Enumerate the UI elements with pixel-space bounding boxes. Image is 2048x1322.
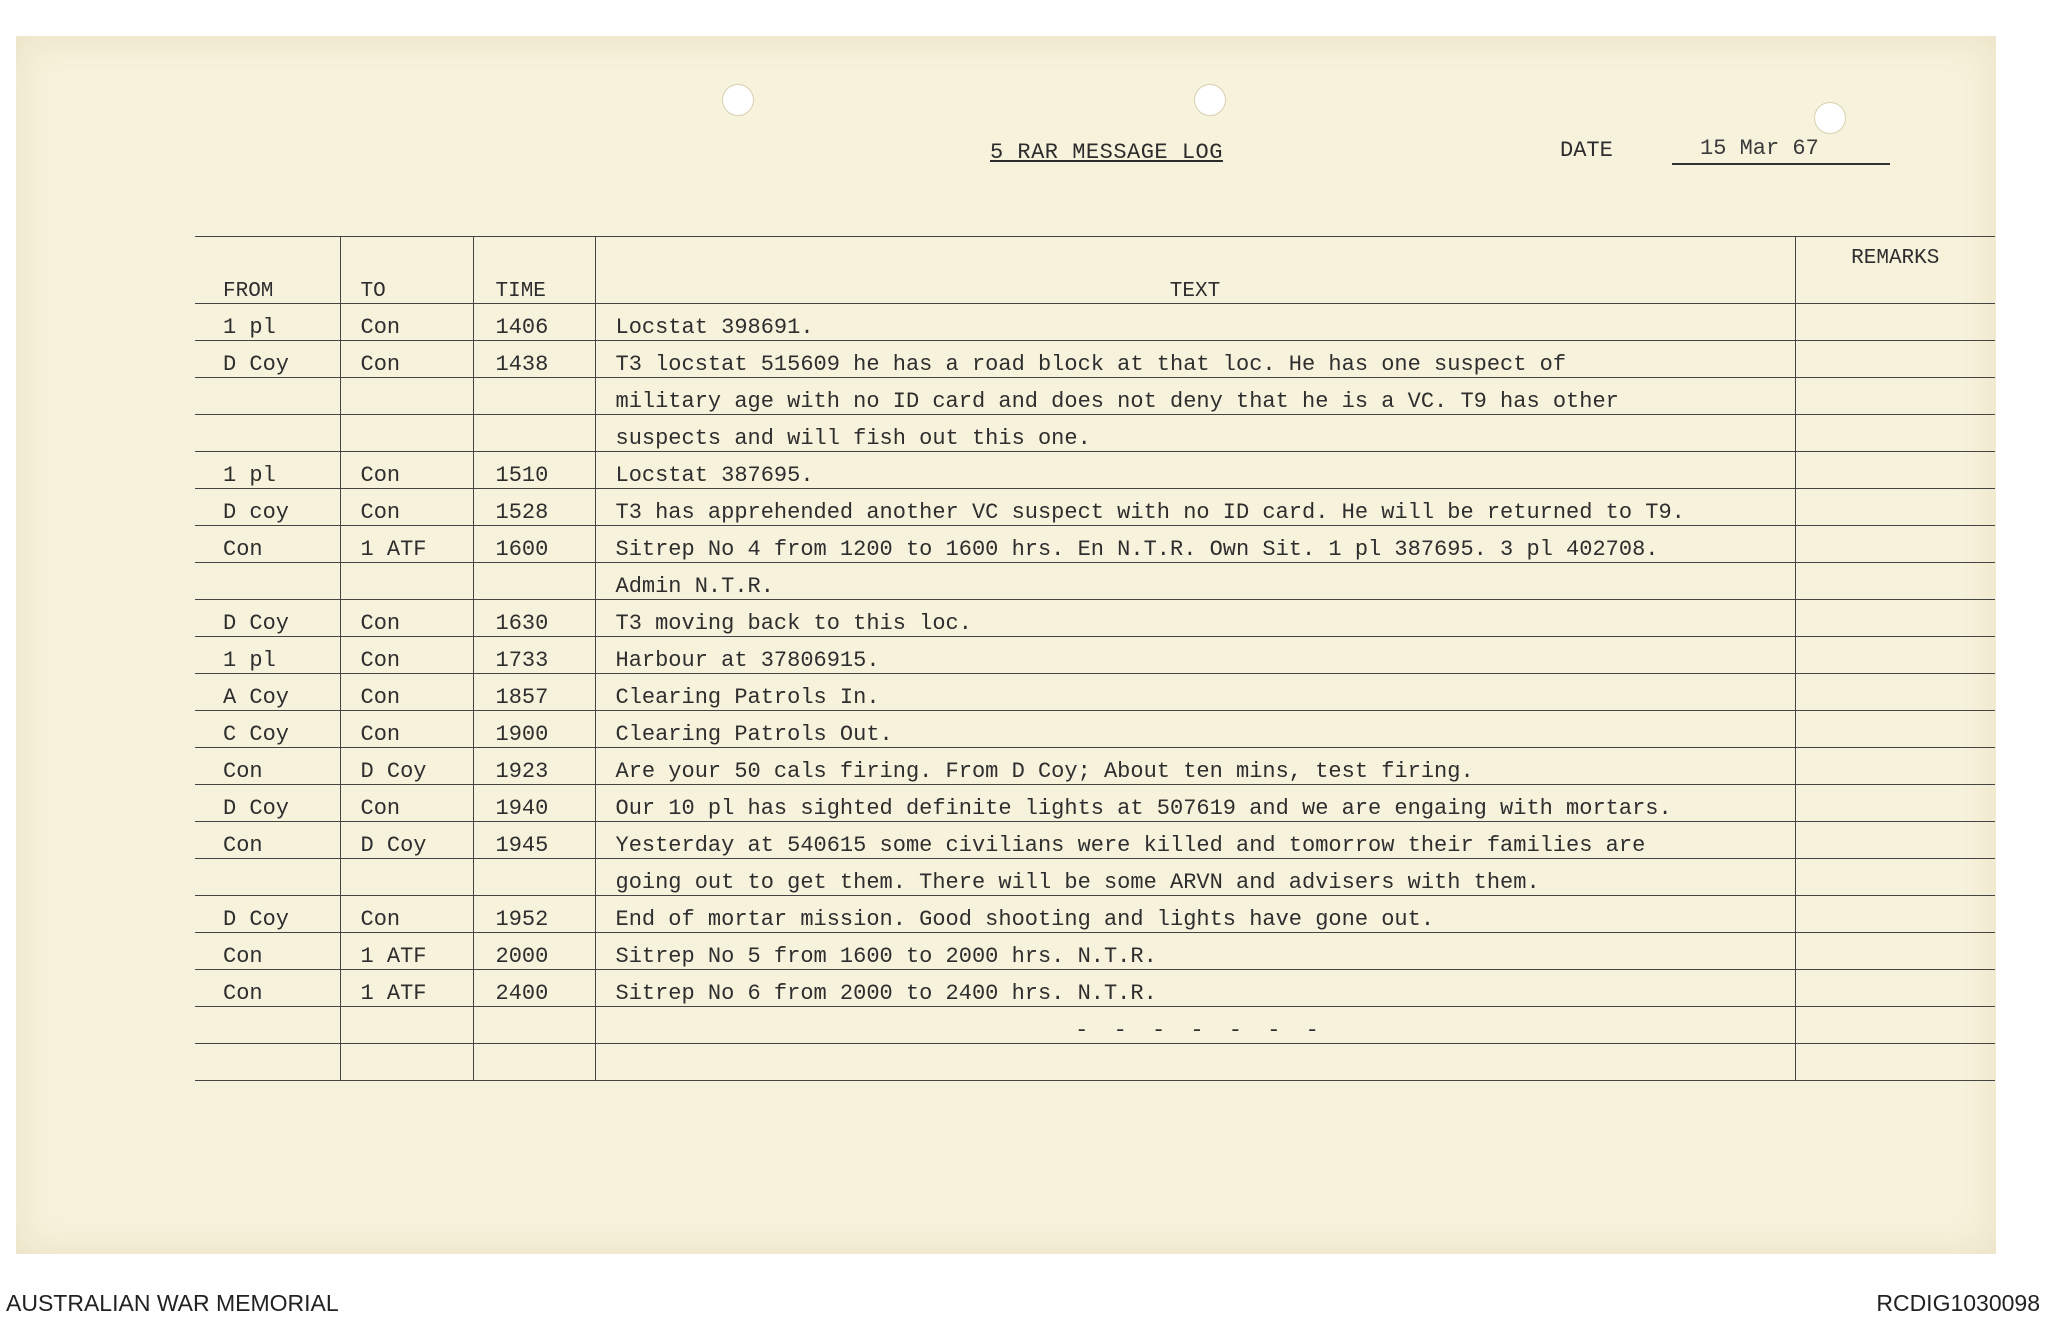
- cell-text: going out to get them. There will be some ARVN and advisers with them.: [595, 859, 1795, 896]
- cell-text: Yesterday at 540615 some civilians were killed and tomorrow their families are: [595, 822, 1795, 859]
- table-row: [195, 341, 1995, 378]
- cell-to: Con: [340, 674, 473, 711]
- cell-remarks: [1795, 970, 1995, 1007]
- cell-to: Con: [340, 304, 473, 341]
- table-row: [195, 563, 1995, 600]
- cell-remarks: [1795, 526, 1995, 563]
- cell-to: Con: [340, 452, 473, 489]
- cell-time: [473, 563, 595, 600]
- cell-time: 1923: [473, 748, 595, 785]
- cell-time: 1510: [473, 452, 595, 489]
- cell-to: Con: [340, 896, 473, 933]
- cell-time: 1600: [473, 526, 595, 563]
- cell-remarks: [1795, 378, 1995, 415]
- cell-to: Con: [340, 341, 473, 378]
- cell-from: D coy: [195, 489, 340, 526]
- cell-text: Harbour at 37806915.: [595, 637, 1795, 674]
- cell-remarks: [1795, 785, 1995, 822]
- cell-time: 1940: [473, 785, 595, 822]
- cell-remarks: [1795, 896, 1995, 933]
- cell-from: A Coy: [195, 674, 340, 711]
- date-label: DATE: [1560, 138, 1613, 163]
- cell-text: End of mortar mission. Good shooting and lights have gone out.: [595, 896, 1795, 933]
- table-row: [195, 526, 1995, 563]
- cell-text: Our 10 pl has sighted definite lights at 507619 and we are engaing with mortars.: [595, 785, 1795, 822]
- cell-to: Con: [340, 600, 473, 637]
- log-body: [195, 304, 1995, 1081]
- cell-to: Con: [340, 711, 473, 748]
- table-row: [195, 970, 1995, 1007]
- header-row: [195, 237, 1995, 304]
- cell-text: Sitrep No 5 from 1600 to 2000 hrs. N.T.R.: [595, 933, 1795, 970]
- cell-from: C Coy: [195, 711, 340, 748]
- cell-to: D Coy: [340, 822, 473, 859]
- cell-text: Clearing Patrols In.: [595, 674, 1795, 711]
- cell-text: Clearing Patrols Out.: [595, 711, 1795, 748]
- header-remarks: REMARKS: [1795, 237, 1995, 304]
- credit-institution: AUSTRALIAN WAR MEMORIAL: [6, 1290, 339, 1316]
- cell-text: suspects and will fish out this one.: [595, 415, 1795, 452]
- table-row: [195, 822, 1995, 859]
- header-time: TIME: [473, 237, 595, 304]
- cell-text: T3 moving back to this loc.: [595, 600, 1795, 637]
- cell-remarks: [1795, 600, 1995, 637]
- punch-hole: [722, 84, 754, 116]
- date-value: 15 Mar 67: [1672, 136, 1890, 165]
- cell-remarks: [1795, 674, 1995, 711]
- table-row: [195, 600, 1995, 637]
- header-to: TO: [340, 237, 473, 304]
- cell-remarks: [1795, 711, 1995, 748]
- cell-text: Sitrep No 6 from 2000 to 2400 hrs. N.T.R.: [595, 970, 1795, 1007]
- cell-remarks: [1795, 822, 1995, 859]
- credit-id: RCDIG1030098: [1876, 1290, 2040, 1316]
- cell-text: Sitrep No 4 from 1200 to 1600 hrs. En N.T.R. Own Sit. 1 pl 387695. 3 pl 402708.: [595, 526, 1795, 563]
- header-text: TEXT: [595, 237, 1795, 304]
- cell-remarks: [1795, 859, 1995, 896]
- cell-from: 1 pl: [195, 637, 340, 674]
- end-mark: - - - - - - -: [1075, 1018, 1325, 1043]
- table-row: [195, 489, 1995, 526]
- cell-from: D Coy: [195, 896, 340, 933]
- cell-from: [195, 378, 340, 415]
- cell-remarks: [1795, 304, 1995, 341]
- cell-text: Are your 50 cals firing. From D Coy; About ten mins, test firing.: [595, 748, 1795, 785]
- punch-hole: [1194, 84, 1226, 116]
- table-row: [195, 896, 1995, 933]
- cell-text: Locstat 398691.: [595, 304, 1795, 341]
- cell-from: Con: [195, 526, 340, 563]
- cell-to: [340, 859, 473, 896]
- cell-time: 1857: [473, 674, 595, 711]
- cell-text: T3 has apprehended another VC suspect with no ID card. He will be returned to T9.: [595, 489, 1795, 526]
- cell-time: [473, 859, 595, 896]
- document-title: 5 RAR MESSAGE LOG: [990, 140, 1223, 165]
- cell-text: military age with no ID card and does not deny that he is a VC. T9 has other: [595, 378, 1795, 415]
- cell-to: [340, 563, 473, 600]
- cell-to: 1 ATF: [340, 933, 473, 970]
- cell-time: [473, 415, 595, 452]
- table-row: [195, 637, 1995, 674]
- cell-remarks: [1795, 563, 1995, 600]
- cell-from: 1 pl: [195, 304, 340, 341]
- cell-remarks: [1795, 341, 1995, 378]
- cell-from: [195, 563, 340, 600]
- blank-row: [195, 1044, 1995, 1081]
- table-row: [195, 785, 1995, 822]
- cell-time: 1406: [473, 304, 595, 341]
- table-row: [195, 711, 1995, 748]
- cell-remarks: [1795, 637, 1995, 674]
- cell-to: [340, 415, 473, 452]
- cell-remarks: [1795, 933, 1995, 970]
- cell-to: 1 ATF: [340, 970, 473, 1007]
- cell-time: 1528: [473, 489, 595, 526]
- cell-time: 1945: [473, 822, 595, 859]
- cell-from: Con: [195, 748, 340, 785]
- cell-to: [340, 378, 473, 415]
- message-log-table: [195, 236, 1995, 1081]
- table-row: [195, 748, 1995, 785]
- cell-from: D Coy: [195, 785, 340, 822]
- cell-time: 1900: [473, 711, 595, 748]
- table-row: [195, 304, 1995, 341]
- header-from: FROM: [195, 237, 340, 304]
- cell-to: D Coy: [340, 748, 473, 785]
- cell-text: Admin N.T.R.: [595, 563, 1795, 600]
- punch-hole: [1814, 102, 1846, 134]
- cell-time: 2000: [473, 933, 595, 970]
- cell-from: Con: [195, 933, 340, 970]
- cell-remarks: [1795, 489, 1995, 526]
- cell-remarks: [1795, 452, 1995, 489]
- cell-text: Locstat 387695.: [595, 452, 1795, 489]
- end-mark-row: [195, 1007, 1995, 1044]
- cell-from: Con: [195, 970, 340, 1007]
- cell-text: T3 locstat 515609 he has a road block at that loc. He has one suspect of: [595, 341, 1795, 378]
- cell-to: Con: [340, 637, 473, 674]
- cell-from: [195, 415, 340, 452]
- cell-time: 1630: [473, 600, 595, 637]
- cell-time: 2400: [473, 970, 595, 1007]
- cell-to: Con: [340, 489, 473, 526]
- table-row: [195, 859, 1995, 896]
- cell-time: 1438: [473, 341, 595, 378]
- cell-to: Con: [340, 785, 473, 822]
- cell-time: 1733: [473, 637, 595, 674]
- cell-to: 1 ATF: [340, 526, 473, 563]
- table-row: [195, 933, 1995, 970]
- cell-time: 1952: [473, 896, 595, 933]
- cell-from: Con: [195, 822, 340, 859]
- table-row: [195, 378, 1995, 415]
- cell-time: [473, 378, 595, 415]
- table-row: [195, 452, 1995, 489]
- cell-from: [195, 859, 340, 896]
- cell-from: D Coy: [195, 600, 340, 637]
- cell-remarks: [1795, 415, 1995, 452]
- cell-from: D Coy: [195, 341, 340, 378]
- cell-from: 1 pl: [195, 452, 340, 489]
- table-row: [195, 674, 1995, 711]
- table-row: [195, 415, 1995, 452]
- cell-remarks: [1795, 748, 1995, 785]
